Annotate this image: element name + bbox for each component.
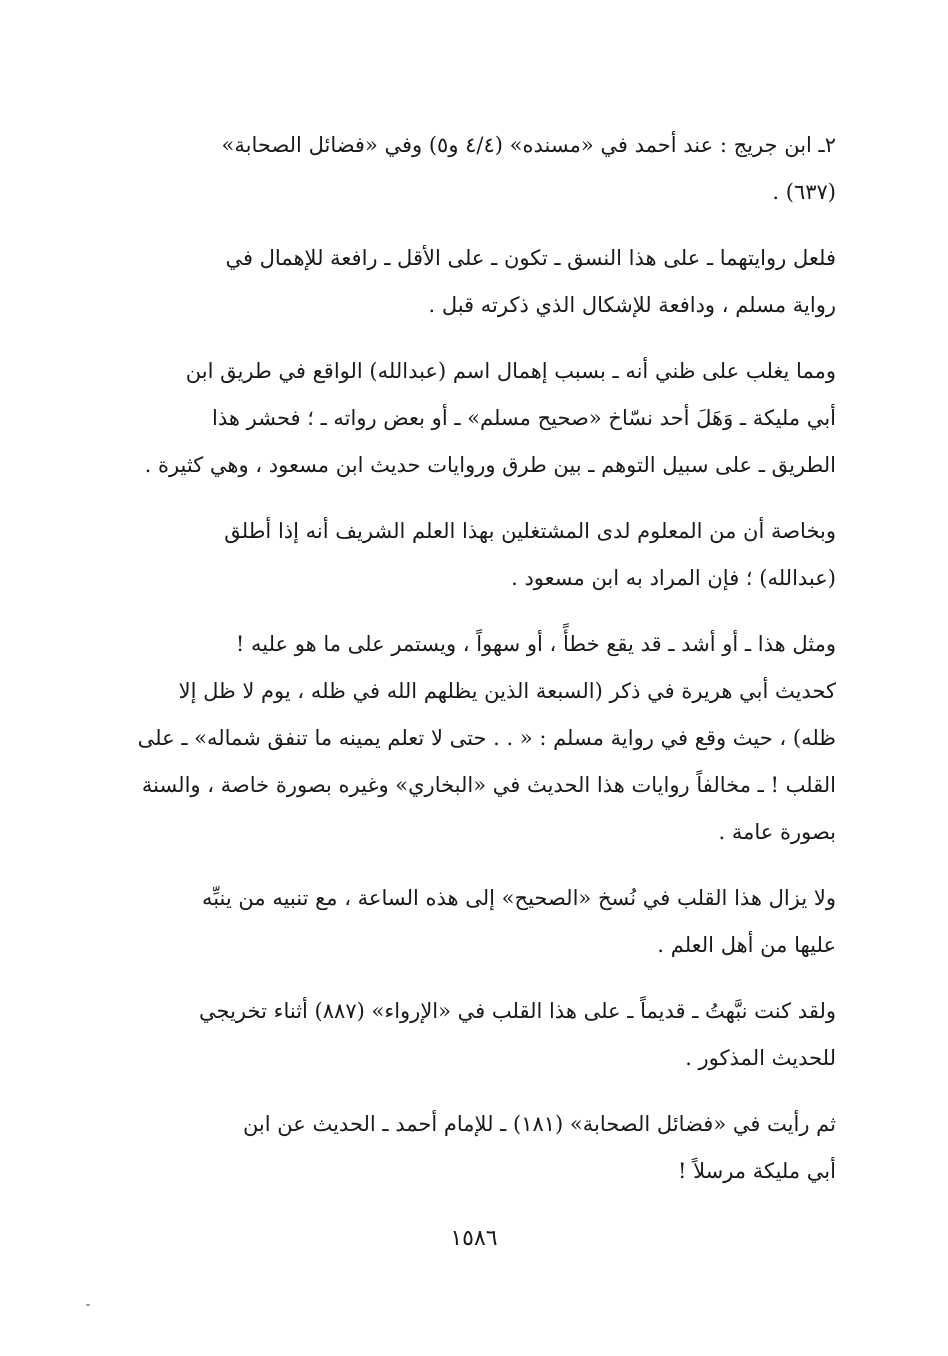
page-body [92,122,836,1214]
text-line: الطريق ـ على سبيل التوهم ـ بين طرق وروايات حديث ابن مسعود ، وهي كثيرة . [144,453,836,477]
paragraph [92,1101,836,1195]
paragraph [92,348,836,489]
paragraph [92,621,836,856]
scan-speck [86,1304,90,1306]
text-line: ٢ـ ابن جريج : عند أحمد في «مسنده» (٤/٤ و٥) وفي «فضائل الصحابة» [221,133,836,157]
text-line: فلعل روايتهما ـ على هذا النسق ـ تكون ـ على الأقل ـ رافعة للإهمال في [225,246,836,270]
paragraph [92,235,836,329]
text-line: رواية مسلم ، ودافعة للإشكال الذي ذكرته قبل . [428,293,836,317]
text-line: أبي مليكة ـ وَهَلَ أحد نسّاخ «صحيح مسلم» ـ أو بعض رواته ـ ؛ فحشر هذا [212,406,836,430]
paragraph [92,122,836,216]
text-line: للحديث المذكور . [685,1046,836,1070]
paragraph [92,875,836,969]
text-line: عليها من أهل العلم . [657,933,836,957]
text-line: ولقد كنت نبَّهتُ ـ قديماً ـ على هذا القلب في «الإرواء» (٨٨٧) أثناء تخريجي [199,999,836,1023]
text-line: ظله) ، حيث وقع في رواية مسلم : « . . حتى لا تعلم يمينه ما تنفق شماله» ـ على [137,726,836,750]
text-line: وبخاصة أن من المعلوم لدى المشتغلين بهذا العلم الشريف أنه إذا أطلق [224,519,836,543]
text-line: أبي مليكة مرسلاً ! [677,1159,836,1183]
text-line: ثم رأيت في «فضائل الصحابة» (١٨١) ـ للإمام أحمد ـ الحديث عن ابن [242,1112,836,1136]
page-number: ١٥٨٦ [450,1226,498,1251]
text-line: القلب ! ـ مخالفاً روايات هذا الحديث في «البخاري» وغيره بصورة خاصة ، والسنة [141,773,836,797]
text-line: كحديث أبي هريرة في ذكر (السبعة الذين يظلهم الله في ظله ، يوم لا ظل إلا [178,679,836,703]
text-line: (٦٣٧) . [772,180,836,204]
paragraph [92,988,836,1082]
text-line: بصورة عامة . [718,820,836,844]
text-line: ومثل هذا ـ أو أشد ـ قد يقع خطأً ، أو سهواً ، ويستمر على ما هو عليه ! [235,632,836,656]
text-line: ومما يغلب على ظني أنه ـ بسبب إهمال اسم (عبدالله) الواقع في طريق ابن [185,359,836,383]
text-line: (عبدالله) ؛ فإن المراد به ابن مسعود . [511,566,836,590]
paragraph [92,508,836,602]
text-line: ولا يزال هذا القلب في نُسخ «الصحيح» إلى هذه الساعة ، مع تنبيه من ينبِّه [201,886,836,910]
